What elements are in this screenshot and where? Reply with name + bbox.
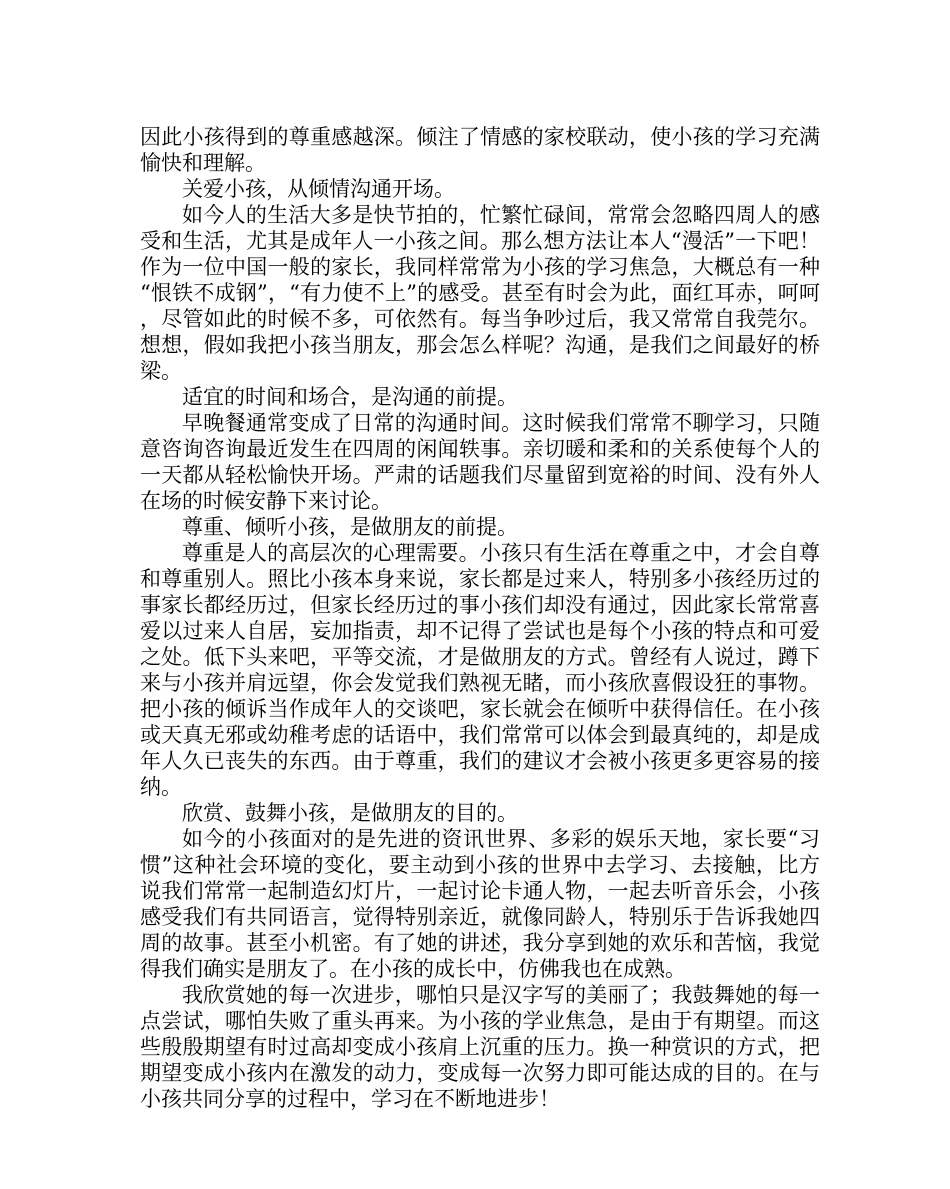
section-heading: 尊重、倾听小孩，是做朋友的前提。 [182, 515, 518, 539]
paragraph: 如今人的生活大多是快节拍的，忙繁忙碌间，常常会忽略四周人的感受和生活，尤其是成年人一小孩之间。那么想方法让本人“漫活”一下吧！ 作为一位中国一般的家长，我同样常常为小孩的学习焦急，大概总有一种“恨铁不成钢”，“有力使不上”的感受。甚至有时会为此，面红耳赤，呵呵，尽管如此的时候不多，可依然有。每当争吵过后，我又常常自我莞尔。想想，假如我把小孩当朋友，那会怎么样呢？沟通，是我们之间最好的桥梁。 [140, 203, 841, 383]
section-heading: 适宜的时间和场合，是沟通的前提。 [182, 385, 518, 409]
document-page [140, 124, 841, 1112]
paragraph: 早晚餐通常变成了日常的沟通时间。这时候我们常常不聊学习，只随意咨询咨询最近发生在四周的闲闻轶事。亲切暖和柔和的关系使每个人的一天都从轻松愉快开场。严肃的话题我们尽量留到宽裕的时间、没有外人在场的时候安静下来讨论。 [140, 411, 820, 513]
paragraph: 我欣赏她的每一次进步，哪怕只是汉字写的美丽了；我鼓舞她的每一点尝试，哪怕失败了重头再来。为小孩的学业焦急，是由于有期望。而这些殷殷期望有时过高却变成小孩肩上沉重的压力。换一种赏识的方式，把期望变成小孩内在激发的动力，变成每一次努力即可能达成的目的。在与小孩共同分享的过程中，学习在不断地进步！ [140, 983, 820, 1111]
paragraph: 如今的小孩面对的是先进的资讯世界、多彩的娱乐天地，家长要“习惯”这种社会环境的变化，要主动到小孩的世界中去学习、去接触，比方说我们常常一起制造幻灯片，一起讨论卡通人物，一起去听音乐会，小孩感受我们有共同语言，觉得特别亲近，就像同龄人，特别乐于告诉我她四周的故事。甚至小机密。有了她的讲述，我分享到她的欢乐和苦恼，我觉得我们确实是朋友了。在小孩的成长中，仿佛我也在成熟。 [140, 827, 820, 981]
paragraph: 尊重是人的高层次的心理需要。小孩只有生活在尊重之中，才会自尊和尊重别人。照比小孩本身来说，家长都是过来人，特别多小孩经历过的事家长都经历过，但家长经历过的事小孩们却没有通过，因此家长常常喜爱以过来人自居，妄加指责，却不记得了尝试也是每个小孩的特点和可爱之处。低下头来吧，平等交流，才是做朋友的方式。曾经有人说过，蹲下来与小孩并肩远望，你会发觉我们熟视无睹，而小孩欣喜假设狂的事物。把小孩的倾诉当作成年人的交谈吧，家长就会在倾听中获得信任。在小孩或天真无邪或幼稚考虑的话语中，我们常常可以体会到最真纯的，却是成年人久已丧失的东西。由于尊重，我们的建议才会被小孩更多更容易的接纳。 [140, 541, 820, 799]
section-heading: 关爱小孩，从倾情沟通开场。 [182, 177, 455, 201]
paragraph: 因此小孩得到的尊重感越深。倾注了情感的家校联动，使小孩的学习充满愉快和理解。 [140, 125, 820, 175]
section-heading: 欣赏、鼓舞小孩，是做朋友的目的。 [182, 801, 518, 825]
